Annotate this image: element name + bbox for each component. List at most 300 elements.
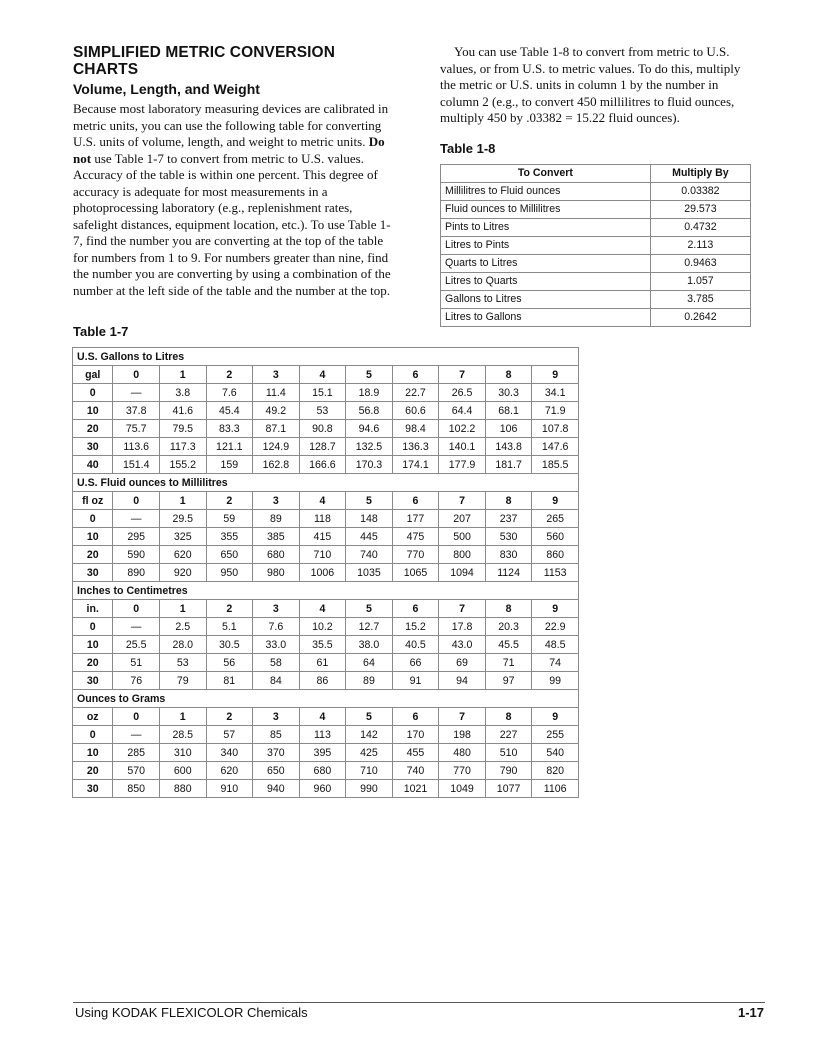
value-cell: 142 [346,726,393,744]
multiplier-cell: 29.573 [650,200,750,218]
table-row [441,272,751,290]
column-header: 0 [113,366,160,384]
value-cell: — [113,726,160,744]
column-header: 7 [439,492,486,510]
value-cell: 22.7 [392,384,439,402]
value-cell: 650 [253,762,300,780]
multiplier-cell: 0.2642 [650,308,750,326]
row-header: 0 [73,510,113,528]
value-cell: 480 [439,744,486,762]
section-title: U.S. Gallons to Litres [73,348,579,366]
value-cell: 74 [532,654,579,672]
value-cell: 56 [206,654,253,672]
value-cell: 207 [439,510,486,528]
value-cell: 370 [253,744,300,762]
value-cell: 1094 [439,564,486,582]
column-header: 7 [439,600,486,618]
value-cell: 950 [206,564,253,582]
multiplier-cell: 2.113 [650,236,750,254]
conversion-label-cell: Quarts to Litres [441,254,651,272]
table-row [73,384,579,402]
value-cell: 740 [392,762,439,780]
value-cell: 620 [206,762,253,780]
value-cell: 185.5 [532,456,579,474]
value-cell: 181.7 [485,456,532,474]
footer-title: Using KODAK FLEXICOLOR Chemicals [75,1005,308,1020]
column-header: 6 [392,708,439,726]
value-cell: 295 [113,528,160,546]
value-cell: 540 [532,744,579,762]
section-subheading: Volume, Length, and Weight [73,81,260,97]
value-cell: 850 [113,780,160,798]
column-header: 5 [346,492,393,510]
table-header-row [73,708,579,726]
unit-header: oz [73,708,113,726]
unit-header: in. [73,600,113,618]
value-cell: 140.1 [439,438,486,456]
value-cell: 7.6 [253,618,300,636]
column-header: 3 [253,492,300,510]
value-cell: 69 [439,654,486,672]
column-header: 8 [485,708,532,726]
row-header: 10 [73,402,113,420]
table-header-row [73,492,579,510]
value-cell: 117.3 [159,438,206,456]
value-cell: — [113,384,160,402]
table-row [441,290,751,308]
value-cell: 15.1 [299,384,346,402]
value-cell: 170 [392,726,439,744]
table-row [73,528,579,546]
value-cell: 1124 [485,564,532,582]
value-cell: 91 [392,672,439,690]
column-header: 9 [532,600,579,618]
value-cell: 15.2 [392,618,439,636]
value-cell: 18.9 [346,384,393,402]
value-cell: 81 [206,672,253,690]
value-cell: 25.5 [113,636,160,654]
value-cell: 148 [346,510,393,528]
multiplier-cell: 0.9463 [650,254,750,272]
value-cell: 26.5 [439,384,486,402]
value-cell: 680 [253,546,300,564]
table-row [441,200,751,218]
value-cell: 35.5 [299,636,346,654]
column-header: 5 [346,366,393,384]
column-header: 8 [485,366,532,384]
row-header: 10 [73,636,113,654]
table-header-row [73,600,579,618]
table-row [441,182,751,200]
value-cell: 177.9 [439,456,486,474]
column-header: 8 [485,600,532,618]
value-cell: 500 [439,528,486,546]
multiplier-cell: 0.03382 [650,182,750,200]
value-cell: 198 [439,726,486,744]
value-cell: 1006 [299,564,346,582]
row-header: 10 [73,744,113,762]
table-row [441,254,751,272]
value-cell: 395 [299,744,346,762]
column-header: 9 [532,492,579,510]
value-cell: 68.1 [485,402,532,420]
value-cell: 255 [532,726,579,744]
value-cell: 128.7 [299,438,346,456]
value-cell: 58 [253,654,300,672]
table-row [73,402,579,420]
table-row [441,236,751,254]
value-cell: 170.3 [346,456,393,474]
value-cell: 98.4 [392,420,439,438]
value-cell: 87.1 [253,420,300,438]
intro-bold-text: Do not [73,134,385,166]
value-cell: 155.2 [159,456,206,474]
column-header: 4 [299,366,346,384]
row-header: 0 [73,726,113,744]
value-cell: 770 [392,546,439,564]
value-cell: 56.8 [346,402,393,420]
multiplier-cell: 1.057 [650,272,750,290]
table-body [441,182,751,326]
table-row [441,218,751,236]
footer-divider [73,1002,765,1003]
value-cell: 45.4 [206,402,253,420]
value-cell: 124.9 [253,438,300,456]
value-cell: 820 [532,762,579,780]
column-header: 5 [346,708,393,726]
row-header: 30 [73,672,113,690]
value-cell: 880 [159,780,206,798]
column-header: To Convert [441,164,651,182]
value-cell: 85 [253,726,300,744]
row-header: 20 [73,546,113,564]
table18-intro-paragraph: You can use Table 1-8 to convert from metric to U.S. values, or from U.S. to metric values. To do this, multiply the metric or U.S. units in column 1 by the number in column 2 (e.g., to convert 450 millilitres to fluid ounces, multiply 450 by .03382 = 15.22 fluid ounces). [440,44,741,125]
value-cell: 570 [113,762,160,780]
row-header: 30 [73,564,113,582]
intro-text-part1: Because most laboratory measuring devices are calibrated in metric units, you can use the following table for converting U.S. units of volume, length, and weight to metric units. [73,101,389,149]
conversion-label-cell: Gallons to Litres [441,290,651,308]
table-row [73,726,579,744]
value-cell: 445 [346,528,393,546]
table-header-row [73,366,579,384]
column-header: 6 [392,600,439,618]
value-cell: 710 [346,762,393,780]
table-1-8 [440,164,751,327]
value-cell: 990 [346,780,393,798]
value-cell: 61 [299,654,346,672]
table-row [73,744,579,762]
value-cell: 11.4 [253,384,300,402]
value-cell: 136.3 [392,438,439,456]
intro-paragraph [73,101,393,299]
row-header: 40 [73,456,113,474]
table-row [73,780,579,798]
value-cell: 17.8 [439,618,486,636]
value-cell: 79.5 [159,420,206,438]
row-header: 30 [73,438,113,456]
table-row [73,510,579,528]
left-column [73,44,393,299]
row-header: 10 [73,528,113,546]
column-header: 2 [206,708,253,726]
value-cell: 237 [485,510,532,528]
multiplier-cell: 0.4732 [650,218,750,236]
value-cell: 57 [206,726,253,744]
value-cell: 455 [392,744,439,762]
value-cell: 90.8 [299,420,346,438]
value-cell: 12.7 [346,618,393,636]
row-header: 30 [73,780,113,798]
value-cell: 1065 [392,564,439,582]
section-title-row [73,474,579,492]
value-cell: 38.0 [346,636,393,654]
page-heading: SIMPLIFIED METRIC CONVERSION CHARTS [73,44,336,78]
value-cell: 415 [299,528,346,546]
table-body [73,348,579,798]
value-cell: 75.7 [113,420,160,438]
value-cell: 425 [346,744,393,762]
value-cell: 285 [113,744,160,762]
value-cell: 132.5 [346,438,393,456]
column-header: 0 [113,492,160,510]
column-header: 1 [159,366,206,384]
table18-title: Table 1-8 [440,140,496,156]
value-cell: 770 [439,762,486,780]
value-cell: 740 [346,546,393,564]
column-header: 1 [159,600,206,618]
value-cell: 600 [159,762,206,780]
value-cell: 20.3 [485,618,532,636]
column-header: Multiply By [650,164,750,182]
value-cell: 71.9 [532,402,579,420]
value-cell: 94.6 [346,420,393,438]
conversion-label-cell: Millilitres to Fluid ounces [441,182,651,200]
value-cell: 227 [485,726,532,744]
value-cell: 790 [485,762,532,780]
table-header-row [441,164,751,182]
value-cell: 530 [485,528,532,546]
conversion-label-cell: Pints to Litres [441,218,651,236]
value-cell: 680 [299,762,346,780]
value-cell: 325 [159,528,206,546]
value-cell: 710 [299,546,346,564]
conversion-label-cell: Litres to Pints [441,236,651,254]
value-cell: 830 [485,546,532,564]
column-header: 9 [532,366,579,384]
value-cell: 2.5 [159,618,206,636]
section-title-row [73,690,579,708]
value-cell: 650 [206,546,253,564]
column-header: 4 [299,492,346,510]
value-cell: 51 [113,654,160,672]
column-header: 0 [113,708,160,726]
value-cell: 86 [299,672,346,690]
column-header: 3 [253,708,300,726]
value-cell: 113.6 [113,438,160,456]
value-cell: 79 [159,672,206,690]
value-cell: — [113,510,160,528]
column-header: 7 [439,708,486,726]
value-cell: 28.5 [159,726,206,744]
value-cell: 940 [253,780,300,798]
value-cell: 89 [253,510,300,528]
conversion-label-cell: Litres to Quarts [441,272,651,290]
value-cell: 159 [206,456,253,474]
value-cell: 174.1 [392,456,439,474]
value-cell: 510 [485,744,532,762]
right-column [440,44,752,327]
value-cell: 7.6 [206,384,253,402]
value-cell: 560 [532,528,579,546]
column-header: 4 [299,600,346,618]
value-cell: 41.6 [159,402,206,420]
value-cell: 30.5 [206,636,253,654]
unit-header: gal [73,366,113,384]
column-header: 5 [346,600,393,618]
value-cell: 177 [392,510,439,528]
value-cell: 1077 [485,780,532,798]
value-cell: 143.8 [485,438,532,456]
value-cell: 890 [113,564,160,582]
row-header: 20 [73,762,113,780]
value-cell: 29.5 [159,510,206,528]
value-cell: 84 [253,672,300,690]
value-cell: 94 [439,672,486,690]
value-cell: 1153 [532,564,579,582]
value-cell: 22.9 [532,618,579,636]
table-1-7 [72,347,579,798]
table-row [73,564,579,582]
column-header: 3 [253,366,300,384]
value-cell: 53 [159,654,206,672]
table-row [73,420,579,438]
value-cell: 147.6 [532,438,579,456]
value-cell: 76 [113,672,160,690]
value-cell: 121.1 [206,438,253,456]
value-cell: 37.8 [113,402,160,420]
value-cell: 33.0 [253,636,300,654]
column-header: 4 [299,708,346,726]
column-header: 0 [113,600,160,618]
value-cell: 980 [253,564,300,582]
value-cell: 28.0 [159,636,206,654]
column-header: 8 [485,492,532,510]
value-cell: 860 [532,546,579,564]
value-cell: 1106 [532,780,579,798]
row-header: 0 [73,618,113,636]
section-title-row [73,582,579,600]
value-cell: 340 [206,744,253,762]
value-cell: 475 [392,528,439,546]
value-cell: 40.5 [392,636,439,654]
value-cell: 3.8 [159,384,206,402]
table17-title: Table 1-7 [73,324,129,339]
value-cell: 66 [392,654,439,672]
row-header: 20 [73,654,113,672]
conversion-label-cell: Litres to Gallons [441,308,651,326]
table-row [73,654,579,672]
table-row [73,636,579,654]
value-cell: 53 [299,402,346,420]
value-cell: 920 [159,564,206,582]
table-row [73,456,579,474]
value-cell: 71 [485,654,532,672]
value-cell: 590 [113,546,160,564]
column-header: 2 [206,600,253,618]
value-cell: 34.1 [532,384,579,402]
value-cell: 48.5 [532,636,579,654]
column-header: 2 [206,492,253,510]
value-cell: 113 [299,726,346,744]
unit-header: fl oz [73,492,113,510]
table-row [73,618,579,636]
table-row [73,672,579,690]
value-cell: 102.2 [439,420,486,438]
value-cell: 166.6 [299,456,346,474]
value-cell: 107.8 [532,420,579,438]
value-cell: 265 [532,510,579,528]
column-header: 1 [159,492,206,510]
value-cell: 43.0 [439,636,486,654]
column-header: 6 [392,492,439,510]
value-cell: 355 [206,528,253,546]
column-header: 2 [206,366,253,384]
value-cell: 64.4 [439,402,486,420]
row-header: 20 [73,420,113,438]
table-row [73,438,579,456]
section-title: U.S. Fluid ounces to Millilitres [73,474,579,492]
value-cell: 83.3 [206,420,253,438]
value-cell: 162.8 [253,456,300,474]
section-title-row [73,348,579,366]
value-cell: 310 [159,744,206,762]
value-cell: 59 [206,510,253,528]
page-number: 1-17 [737,1005,764,1020]
value-cell: 1035 [346,564,393,582]
section-title: Inches to Centimetres [73,582,579,600]
section-title: Ounces to Grams [73,690,579,708]
value-cell: 151.4 [113,456,160,474]
row-header: 0 [73,384,113,402]
value-cell: 10.2 [299,618,346,636]
value-cell: 89 [346,672,393,690]
column-header: 7 [439,366,486,384]
value-cell: — [113,618,160,636]
value-cell: 45.5 [485,636,532,654]
value-cell: 118 [299,510,346,528]
value-cell: 30.3 [485,384,532,402]
column-header: 9 [532,708,579,726]
value-cell: 5.1 [206,618,253,636]
column-header: 1 [159,708,206,726]
table-row [73,546,579,564]
value-cell: 99 [532,672,579,690]
intro-text-part2: use Table 1-7 to convert from metric to U.S. values. Accuracy of the table is within one percent. This degree of accuracy is adequate for most measurements in a photoprocessing laboratory (e.g., replenishment rates, safelight distances, equipment location, etc.). To use Table 1-7, find the number you are converting at the top of the table for numbers from 1 to 9. For numbers greater than nine, find the number you are converting by using a combination of the number at the left side of the table and the number at the top. [73,150,391,298]
value-cell: 800 [439,546,486,564]
table-row [73,762,579,780]
value-cell: 960 [299,780,346,798]
value-cell: 64 [346,654,393,672]
table-row [441,308,751,326]
value-cell: 97 [485,672,532,690]
value-cell: 60.6 [392,402,439,420]
value-cell: 1021 [392,780,439,798]
value-cell: 1049 [439,780,486,798]
conversion-label-cell: Fluid ounces to Millilitres [441,200,651,218]
value-cell: 49.2 [253,402,300,420]
column-header: 3 [253,600,300,618]
value-cell: 910 [206,780,253,798]
